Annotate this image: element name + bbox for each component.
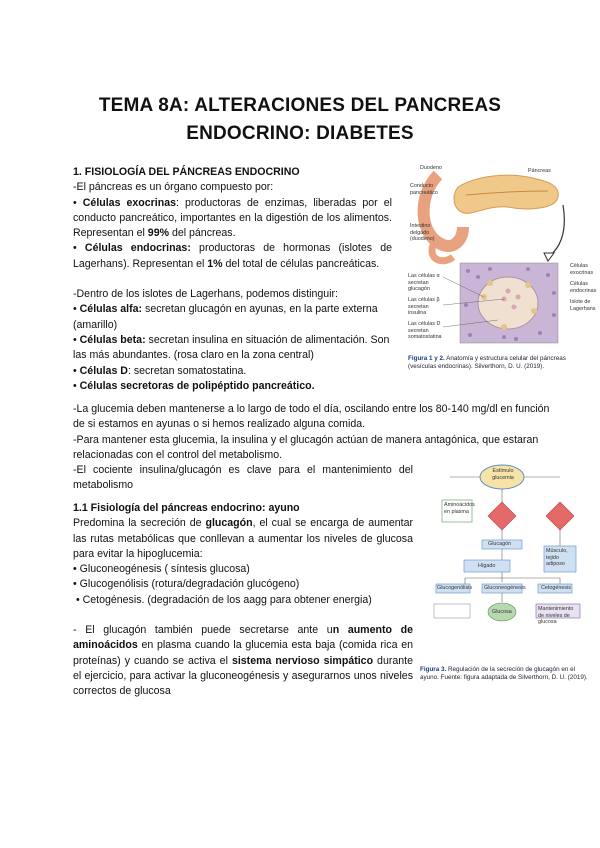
label-beta: Las células β secretan insulina bbox=[408, 297, 440, 316]
node-cetogenesis: Cetogénesis bbox=[541, 585, 571, 591]
label-alfa: Las células α secretan glucagón bbox=[408, 273, 440, 292]
bullet-pp: • Células secretoras de polipéptido pancreático. bbox=[73, 379, 315, 392]
section-1-1-p: Predomina la secreción de glucagón, el cual se encarga de aumentar las rutas metabólicas que conllevan a aumentar los niveles de glucosa para evitar la hipoglucemia: bbox=[73, 517, 413, 560]
section-1-1 bbox=[73, 501, 413, 700]
section-1-1-q: - El glucagón también puede secretarse ante un aumento de aminoácidos en plasma cuando la glucemia esta baja (comida rica en proteínas) y cuando se activa el sistema nervioso simpático durante el ejercicio, para activar la gluconeogénesis y asegurarnos unos niveles correctos de glucosa bbox=[73, 624, 413, 698]
node-glucagon: Glucagón bbox=[488, 541, 512, 547]
label-celulas-endo: Células endocrinas bbox=[570, 281, 597, 294]
bullet-exocrine: • Células exocrinas: productoras de enzimas, liberadas por el conducto pancreático, importantes en la digestión de los alimentos. Representan el 99% del páncreas. bbox=[73, 196, 392, 240]
bullet-d: • Células D: secretan somatostatina. bbox=[73, 364, 247, 377]
label-d: Las células D secretan somatostatina bbox=[408, 321, 442, 340]
glucemia-p2: -Para mantener esta glucemia, la insulina y el glucagón actúan de manera antagónica, que estaran relacionadas con el control del metabolismo. bbox=[73, 433, 539, 461]
islets-intro: -Dentro de los islotes de Lagerhans, podemos distinguir: bbox=[73, 288, 338, 301]
node-right-box: Músculo, tejido adiposo bbox=[546, 548, 568, 567]
label-conducto: Conducto pancreático bbox=[410, 183, 438, 196]
label-pancreas: Páncreas bbox=[528, 168, 551, 174]
label-celulas-exo: Células exocrinas bbox=[570, 263, 594, 276]
node-higado: Hígado bbox=[478, 563, 496, 569]
label-duodeno: Duodeno bbox=[420, 165, 442, 171]
title-line-1: TEMA 8A: ALTERACIONES DEL PANCREAS bbox=[98, 95, 502, 116]
figure-3-caption: Figura 3. Regulación de la secreción de glucagón en el ayuno. Fuente: figura adaptada de Silverthorn, D. U. (2019). bbox=[420, 666, 588, 681]
bullet-alfa: • Células alfa: secretan glucagón en ayunas, en la parte externa (amarillo) bbox=[73, 303, 378, 331]
node-glucogenolisis: Glucogenólisis bbox=[437, 585, 473, 591]
page-title bbox=[0, 92, 600, 148]
node-aa: Aminoácidos en plasma bbox=[444, 502, 475, 515]
node-top: Estímulo glucemia bbox=[492, 468, 514, 481]
node-glucosa: Glucosa bbox=[492, 609, 512, 615]
node-gluconeogenesis: Gluconeogénesis bbox=[484, 585, 526, 591]
glucemia-p3: -El cociente insulina/glucagón es clave para el mantenimiento del metabolismo bbox=[73, 464, 413, 492]
section-1 bbox=[73, 165, 392, 394]
label-islote: Islote de Lagerhans bbox=[570, 299, 596, 312]
figure-1-2-caption: Figura 1 y 2. Anatomía y estructura celular del páncreas (vesículas endocrinas). Silverthorn, D. U. (2019). bbox=[408, 355, 566, 370]
bullet-cetogenesis: • Cetogénesis. (degradación de los aagg para obtener energia) bbox=[73, 593, 372, 606]
figure-glucagon-flow bbox=[420, 462, 590, 692]
label-intestino: Intestino delgado (duodeno) bbox=[410, 223, 435, 242]
section-1-1-heading: 1.1 Fisiología del páncreas endocrino: ayuno bbox=[73, 502, 300, 514]
node-bottom-right: Mantenimiento de niveles de glucosa bbox=[538, 606, 574, 625]
bullet-glucogenolisis: • Glucogenólisis (rotura/degradación glucógeno) bbox=[73, 578, 300, 591]
glucemia-p1: -La glucemia deben mantenerse a lo largo de todo el día, oscilando entre los 80-140 mg/dl en función de si estamos en ayunas o si hemos realizado alguna comida. bbox=[73, 403, 550, 431]
bullet-beta: • Células beta: secretan insulina en situación de alimentación. Son las más abundantes. (rosa claro en la zona central) bbox=[73, 333, 390, 362]
bullet-endocrine: • Células endocrinas: productoras de hormonas (islotes de Lagerhans). Representan el 1% del total de células pancreáticas. bbox=[73, 242, 393, 270]
bullet-gluconeogenesis: • Gluconeogénesis ( síntesis glucosa) bbox=[73, 563, 250, 576]
section-1-intro: -El páncreas es un órgano compuesto por: bbox=[73, 181, 274, 194]
title-line-2: ENDOCRINO: DIABETES bbox=[186, 123, 414, 144]
figure-pancreas bbox=[408, 165, 597, 385]
section-1-heading: 1. FISIOLOGÍA DEL PÁNCREAS ENDOCRINO bbox=[73, 166, 300, 178]
